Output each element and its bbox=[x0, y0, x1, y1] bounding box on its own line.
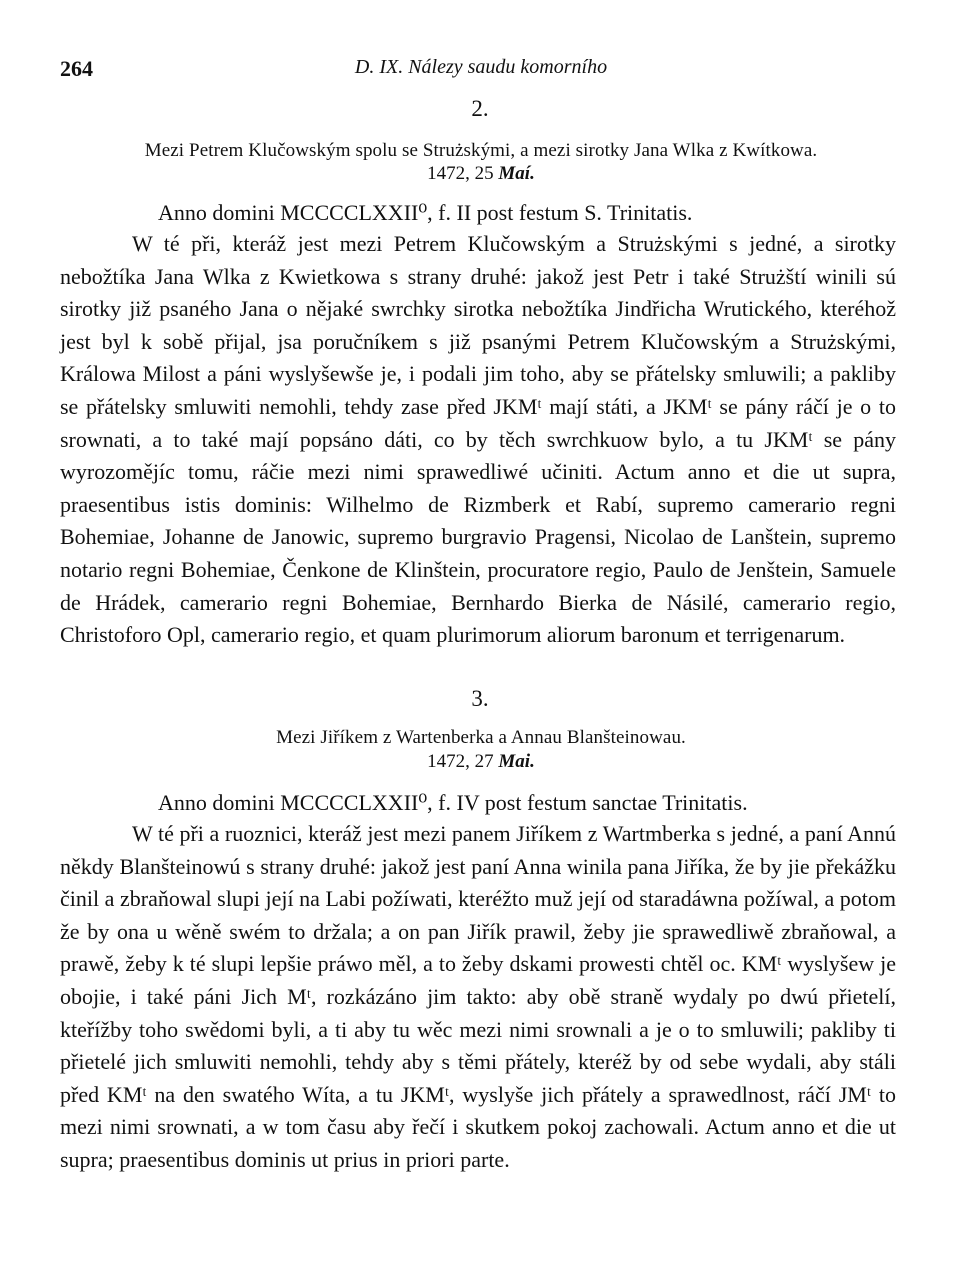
entry-anno-line: Anno domini MCCCCLXXII⁰, f. IV post festum sanctae Trinitatis. bbox=[158, 790, 748, 815]
entry-body: W té při, kteráž jest mezi Petrem Klučowským a Strużskými s jedné, a sirotky nebožtíka Jana Wlka z Kwietkowa s strany druhé: jakož jest Petr i také Strużští winili sú sirotky již psaného Jana o nějaké swrchky sirotka nebožtíka Jindřicha Wrutického, kteréhož jest byl k sobě přijal, jsa poručníkem s již psanými Petrem Klučowským a Strużskými, Králowa Milost a páni wyslyšewše je, i podali jim toho, aby se přátelsky smluwili; a pakliby se přátelsky smluwiti nemohli, tehdy zase před JKMᵗ mají státi, a JKMᵗ se pány ráčí je o to srownati, a to také mají popsáno dáti, co by těch swrchkuow bylo, a tu JKMᵗ se pány wyrozomějíc tomu, ráčie mezi nimi sprawedliwé učiniti. Actum anno et die ut supra, praesentibus istis dominis: Wilhelmo de Rizmberk et Rabí, supremo camerario regni Bohemiae, Johanne de Janowic, supremo burgravio Pragensi, Nicolao de Lanštein, supremo notario regni Bohemiae, Čenkone de Klinštein, procuratore regio, Paulo de Jenštein, Samuele de Hrádek, camerario regni Bohemiae, Bernhardo Bierka de Násilé, camerario regio, Christoforo Opl, camerario regio, et quam plurimorum aliorum baronum et terrigenarum. bbox=[60, 231, 896, 648]
entry-heading: Mezi Petrem Klučowským spolu se Strużskými, a mezi sirotky Jana Wlka z Kwítkowa. bbox=[144, 140, 818, 161]
entry-anno-line: Anno domini MCCCCLXXII⁰, f. II post festum S. Trinitatis. bbox=[158, 200, 693, 225]
entry-body: W té při a ruoznici, kteráž jest mezi panem Jiříkem z Wartmberka s jedné, a paní Annú někdy Blanšteinowú s strany druhé: jakož jest paní Anna winila pana Jiříka, že by jie překážku činil a zbraňowal slupi její na Labi požíwati, kteréžto muž její od staradáwna požíwal, a potom že by ona u wěně swém to držala; a on pan Jiřík prawil, žeby jie sprawedliwě zbraňowal, a prawě, žeby k té slupi lepšie práwo měl, a to žeby dskami prowesti chtěl oc. KMᵗ wyslyšew je obojie, i také páni Jich Mᵗ, rozkázáno jim takto: aby obě straně wydaly po dwú přietelí, kteřížby toho swědomi byli, a ti aby tu wěc mezi nimi srownali a je o to smluwili; pakliby ti přietelé jich smluwiti nemohli, tehdy aby s těmi přátely, kteréž by od sebe wydali, aby stáli před KMᵗ na den swatého Wíta, a tu JKMᵗ, wyslyše jich přátely a sprawedlnost, ráčí JMᵗ to mezi nimi srownati, a w tom času aby řečí i skutkem pokoj zachowali. Actum anno et die ut supra; praesentibus dominis ut prius in priori parte. bbox=[60, 821, 896, 1172]
entry-date-year: 1472, 25 bbox=[427, 163, 494, 184]
entry-date bbox=[60, 163, 902, 185]
entry-number: 3. bbox=[471, 686, 489, 711]
entry-date-month: Mai. bbox=[498, 751, 535, 772]
entry-date-month: Maí. bbox=[498, 163, 535, 184]
entry-heading: Mezi Jiříkem z Wartenberka a Annau Blanšteinowau. bbox=[276, 727, 686, 748]
entry-date bbox=[60, 751, 902, 773]
entry-date-year: 1472, 27 bbox=[427, 751, 494, 772]
entry-number: 2. bbox=[471, 96, 489, 121]
running-header bbox=[60, 56, 902, 86]
running-title: D. IX. Nálezy saudu komorního bbox=[354, 56, 608, 78]
page-number: 264 bbox=[60, 56, 93, 81]
